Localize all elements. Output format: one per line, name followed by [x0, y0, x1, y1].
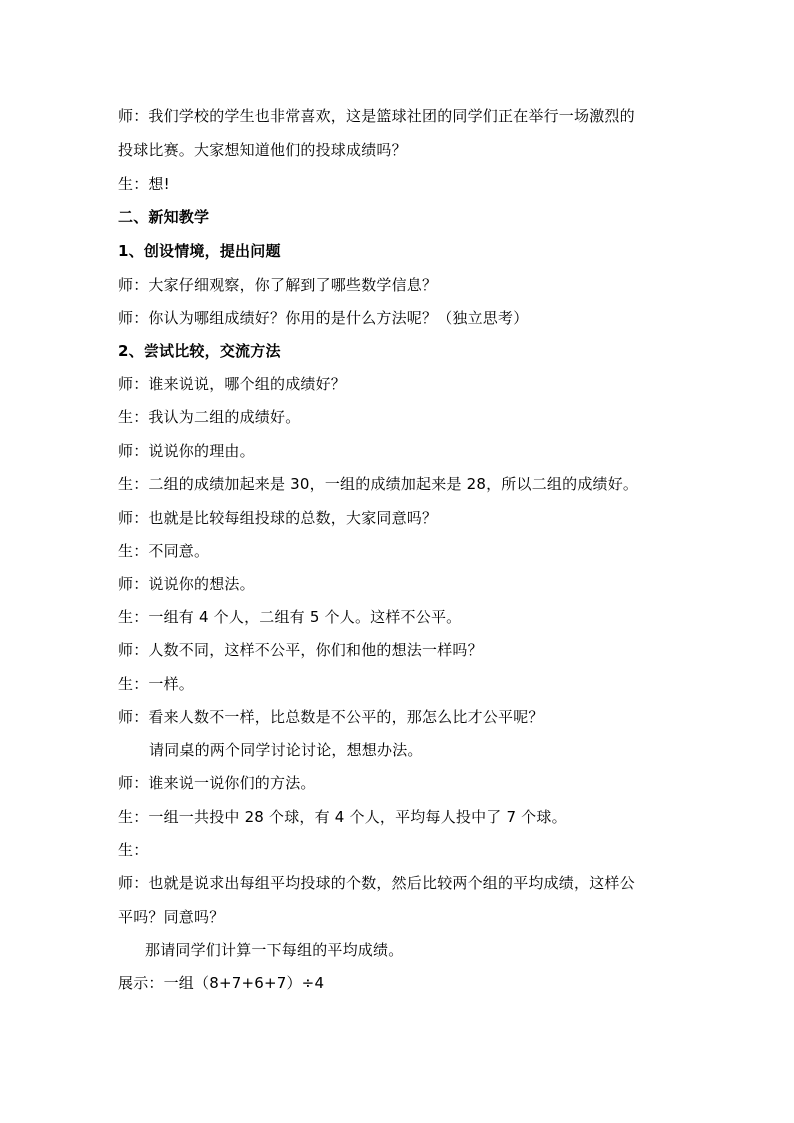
- text-line: 师：看来人数不一样，比总数是不公平的，那怎么比才公平呢？: [118, 708, 544, 726]
- text-line: 展示：一组（8+7+6+7）÷4: [118, 974, 325, 992]
- text-line: 师：谁来说一说你们的方法。: [118, 774, 316, 792]
- text-line: 投球比赛。大家想知道他们的投球成绩吗？: [118, 141, 407, 159]
- section-heading: 二、新知教学: [118, 208, 210, 226]
- text-line: 生：不同意。: [118, 542, 210, 560]
- text-line: 师：说说你的理由。: [118, 442, 255, 460]
- indented-text-line: 那请同学们计算一下每组的平均成绩。: [145, 941, 404, 959]
- text-line: 师：你认为哪组成绩好？你用的是什么方法呢？（独立思考）: [118, 309, 529, 327]
- text-line: 生：我认为二组的成绩好。: [118, 408, 301, 426]
- text-line: 师：谁来说说，哪个组的成绩好？: [118, 375, 347, 393]
- text-line: 师：也就是说求出每组平均投球的个数，然后比较两个组的平均成绩，这样公: [118, 874, 635, 892]
- text-line: 生：一组一共投中 28 个球，有 4 个人，平均每人投中了 7 个球。: [118, 808, 567, 826]
- subsection-heading: 1、创设情境，提出问题: [118, 242, 281, 260]
- text-line: 生：一组有 4 个人，二组有 5 个人。这样不公平。: [118, 608, 462, 626]
- text-line: 生：想!: [118, 175, 170, 193]
- subsection-heading: 2、尝试比较，交流方法: [118, 342, 281, 360]
- text-line: 师：大家仔细观察，你了解到了哪些数学信息？: [118, 276, 438, 294]
- text-line: 平吗？同意吗？: [118, 908, 225, 926]
- text-line: 师：说说你的想法。: [118, 575, 255, 593]
- text-line: 师：我们学校的学生也非常喜欢，这是篮球社团的同学们正在举行一场激烈的: [118, 107, 635, 125]
- text-line: 师：人数不同，这样不公平，你们和他的想法一样吗？: [118, 641, 483, 659]
- text-line: 生：: [118, 841, 149, 859]
- text-line: 生：一样。: [118, 675, 195, 693]
- text-line: 师：也就是比较每组投球的总数，大家同意吗？: [118, 509, 438, 527]
- text-line: 生：二组的成绩加起来是 30，一组的成绩加起来是 28，所以二组的成绩好。: [118, 475, 639, 493]
- indented-text-line: 请同桌的两个同学讨论讨论，想想办法。: [149, 741, 423, 759]
